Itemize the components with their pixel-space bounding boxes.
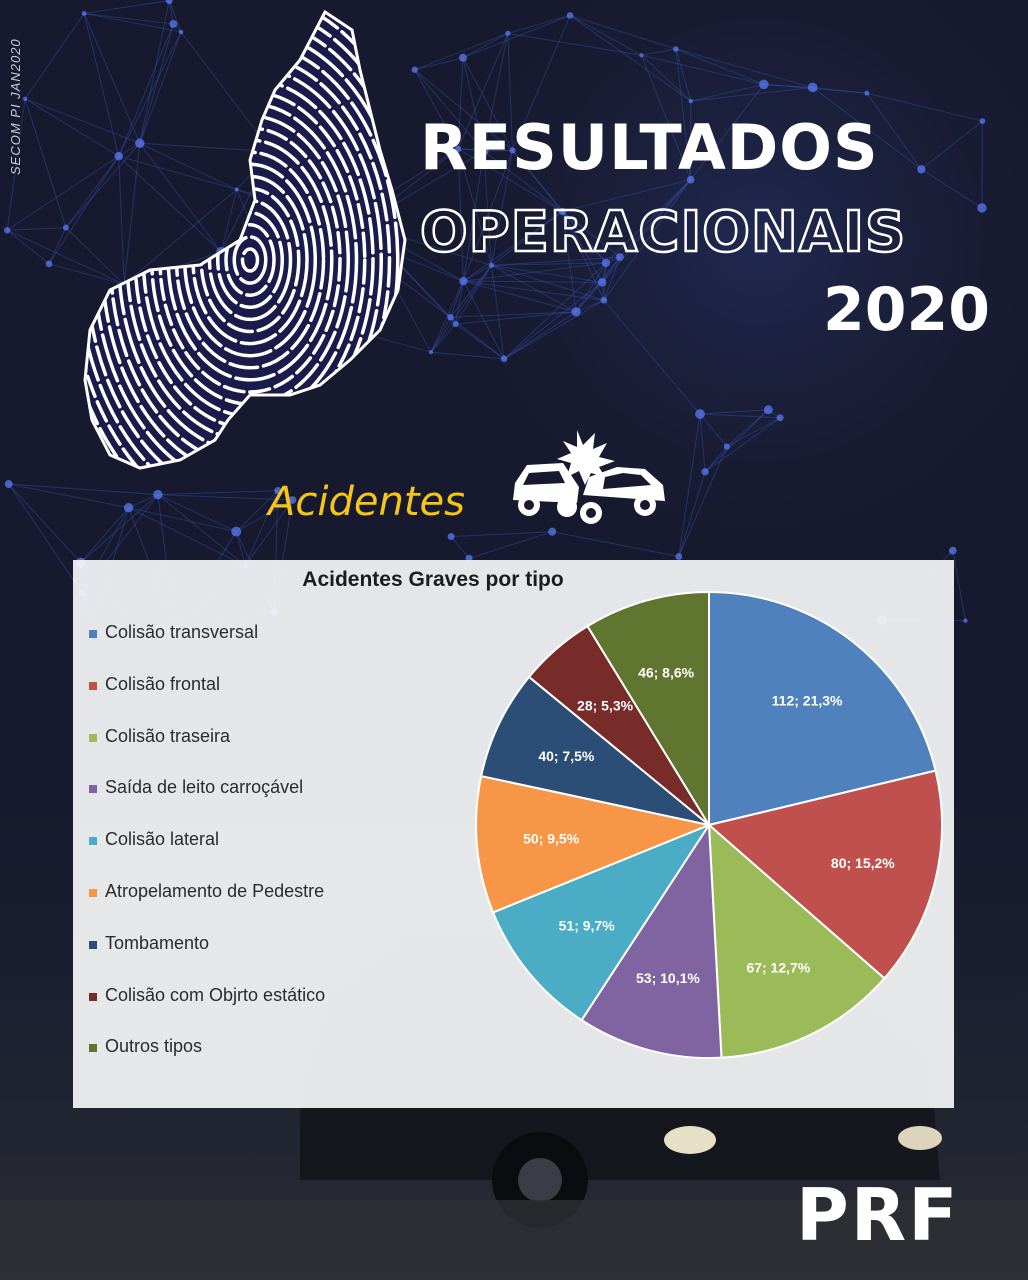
slice-data-label: 51; 9,7% bbox=[558, 917, 615, 934]
legend-label: Colisão com Objrto estático bbox=[105, 984, 326, 1005]
pie-chart bbox=[73, 560, 954, 1108]
slice-data-label: 112; 21,3% bbox=[771, 692, 843, 709]
legend-label: Colisão transversal bbox=[105, 622, 259, 642]
legend-label: Colisão lateral bbox=[105, 829, 220, 850]
slice-data-label: 46; 8,6% bbox=[638, 664, 695, 681]
section-title: Acidentes bbox=[268, 479, 465, 525]
slice-data-label: 80; 15,2% bbox=[830, 854, 895, 871]
slice-data-label: 28; 5,3% bbox=[577, 697, 634, 714]
legend-label: Colisão traseira bbox=[105, 725, 231, 746]
legend-label: Atropelamento de Pedestre bbox=[105, 880, 325, 901]
chart-panel bbox=[73, 560, 954, 1108]
legend-label: Outros tipos bbox=[105, 1036, 203, 1057]
legend-label: Saída de leito carroçável bbox=[105, 777, 304, 798]
slice-data-label: 40; 7,5% bbox=[538, 748, 595, 765]
header-year: 2020 bbox=[823, 275, 990, 345]
car-crash-icon bbox=[505, 425, 670, 525]
chart-title: Acidentes Graves por tipo bbox=[302, 568, 564, 591]
legend-label: Tombamento bbox=[105, 932, 210, 953]
header-title-line1: RESULTADOS bbox=[420, 111, 879, 184]
prf-logo: PRF bbox=[796, 1173, 960, 1257]
slice-data-label: 67; 12,7% bbox=[746, 959, 811, 976]
legend-label: Colisão frontal bbox=[105, 673, 221, 694]
credit-text: SECOM PI JAN2020 bbox=[8, 38, 23, 175]
header-title-line2: OPERACIONAIS bbox=[420, 200, 907, 265]
slice-data-label: 50; 9,5% bbox=[523, 830, 580, 847]
slice-data-label: 53; 10,1% bbox=[636, 970, 700, 987]
